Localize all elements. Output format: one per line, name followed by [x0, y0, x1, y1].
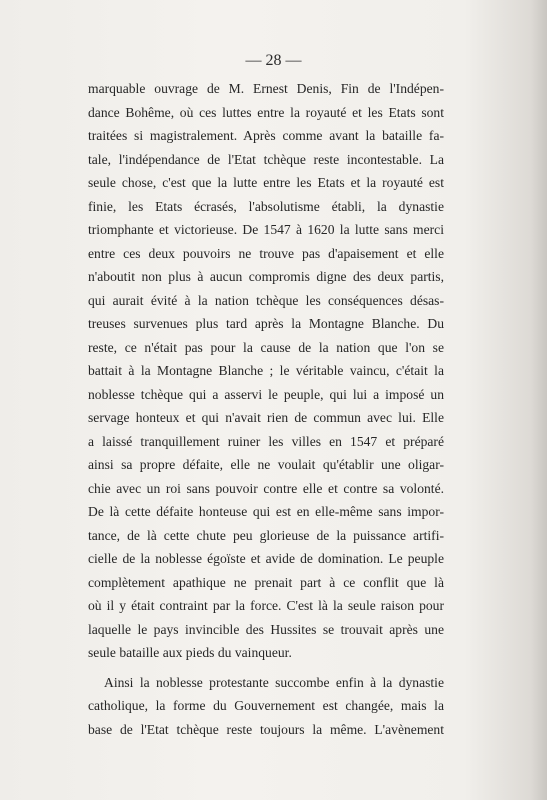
text-line: complètement apathique ne prenait part à ce conflit que là — [88, 574, 444, 590]
text-line: marquable ouvrage de M. Ernest Denis, Fin de l'Indépen- — [88, 81, 444, 96]
text-line: servage honteux et qui n'avait rien de commun avec lui. Elle — [88, 410, 444, 425]
text-line: où il y était contraint par la force. C'est là la seule raison pour — [88, 598, 444, 613]
text-line: tance, de là cette chute peu glorieuse de la puissance artifi- — [88, 527, 444, 543]
text-line: laquelle le pays invincible des Hussites se trouvait après une — [88, 621, 444, 637]
text-line: base de l'Etat tchèque reste toujours la même. L'avènement — [88, 721, 444, 737]
text-line: dance Bohême, où ces luttes entre la royauté et les Etats sont — [88, 104, 444, 120]
body-text — [88, 77, 444, 741]
text-line: De là cette défaite honteuse qui est en elle-même sans impor- — [88, 504, 444, 519]
paragraph-1 — [88, 77, 444, 665]
text-line: seule bataille aux pieds du vainqueur. — [88, 645, 292, 660]
text-line: traitées si magistralement. Après comme avant la bataille fa- — [88, 128, 444, 143]
text-line: ainsi sa propre défaite, elle ne voulait qu'établir une oligar- — [88, 457, 444, 472]
text-line: triomphante et victorieuse. De 1547 à 1620 la lutte sans merci — [88, 222, 444, 237]
text-line: treuses survenues plus tard après la Montagne Blanche. Du — [88, 316, 444, 331]
page-number: — 28 — — [245, 52, 302, 69]
text-line: n'aboutit non plus à aucun compromis digne des deux partis, — [88, 269, 444, 284]
text-line: finie, les Etats écrasés, l'absolutisme établi, la dynastie — [88, 198, 444, 214]
text-line: entre ces deux pouvoirs ne trouve pas d'apaisement et elle — [88, 245, 444, 261]
text-line: chie avec un roi sans pouvoir contre elle et contre sa volonté. — [88, 480, 444, 496]
text-line: battait à la Montagne Blanche ; le véritable vaincu, c'était la — [88, 363, 444, 378]
text-line: qui aurait évité à la nation tchèque les conséquences désas- — [88, 292, 444, 308]
text-line: cielle de la noblesse égoïste et avide de domination. Le peuple — [88, 551, 444, 566]
text-line: noblesse tchèque qui a asservi le peuple, qui lui a imposé un — [88, 386, 444, 402]
text-line: catholique, la forme du Gouvernement est changée, mais la — [88, 698, 444, 713]
text-line: a laissé tranquillement ruiner les villes en 1547 et préparé — [88, 433, 444, 449]
text-line: seule chose, c'est que la lutte entre les Etats et la royauté est — [88, 175, 444, 190]
text-line: tale, l'indépendance de l'Etat tchèque reste incontestable. La — [88, 151, 444, 167]
text-line: reste, ce n'était pas pour la cause de la nation que l'on se — [88, 339, 444, 355]
text-line: Ainsi la noblesse protestante succombe enfin à la dynastie — [104, 674, 444, 690]
paragraph-2 — [88, 671, 444, 742]
